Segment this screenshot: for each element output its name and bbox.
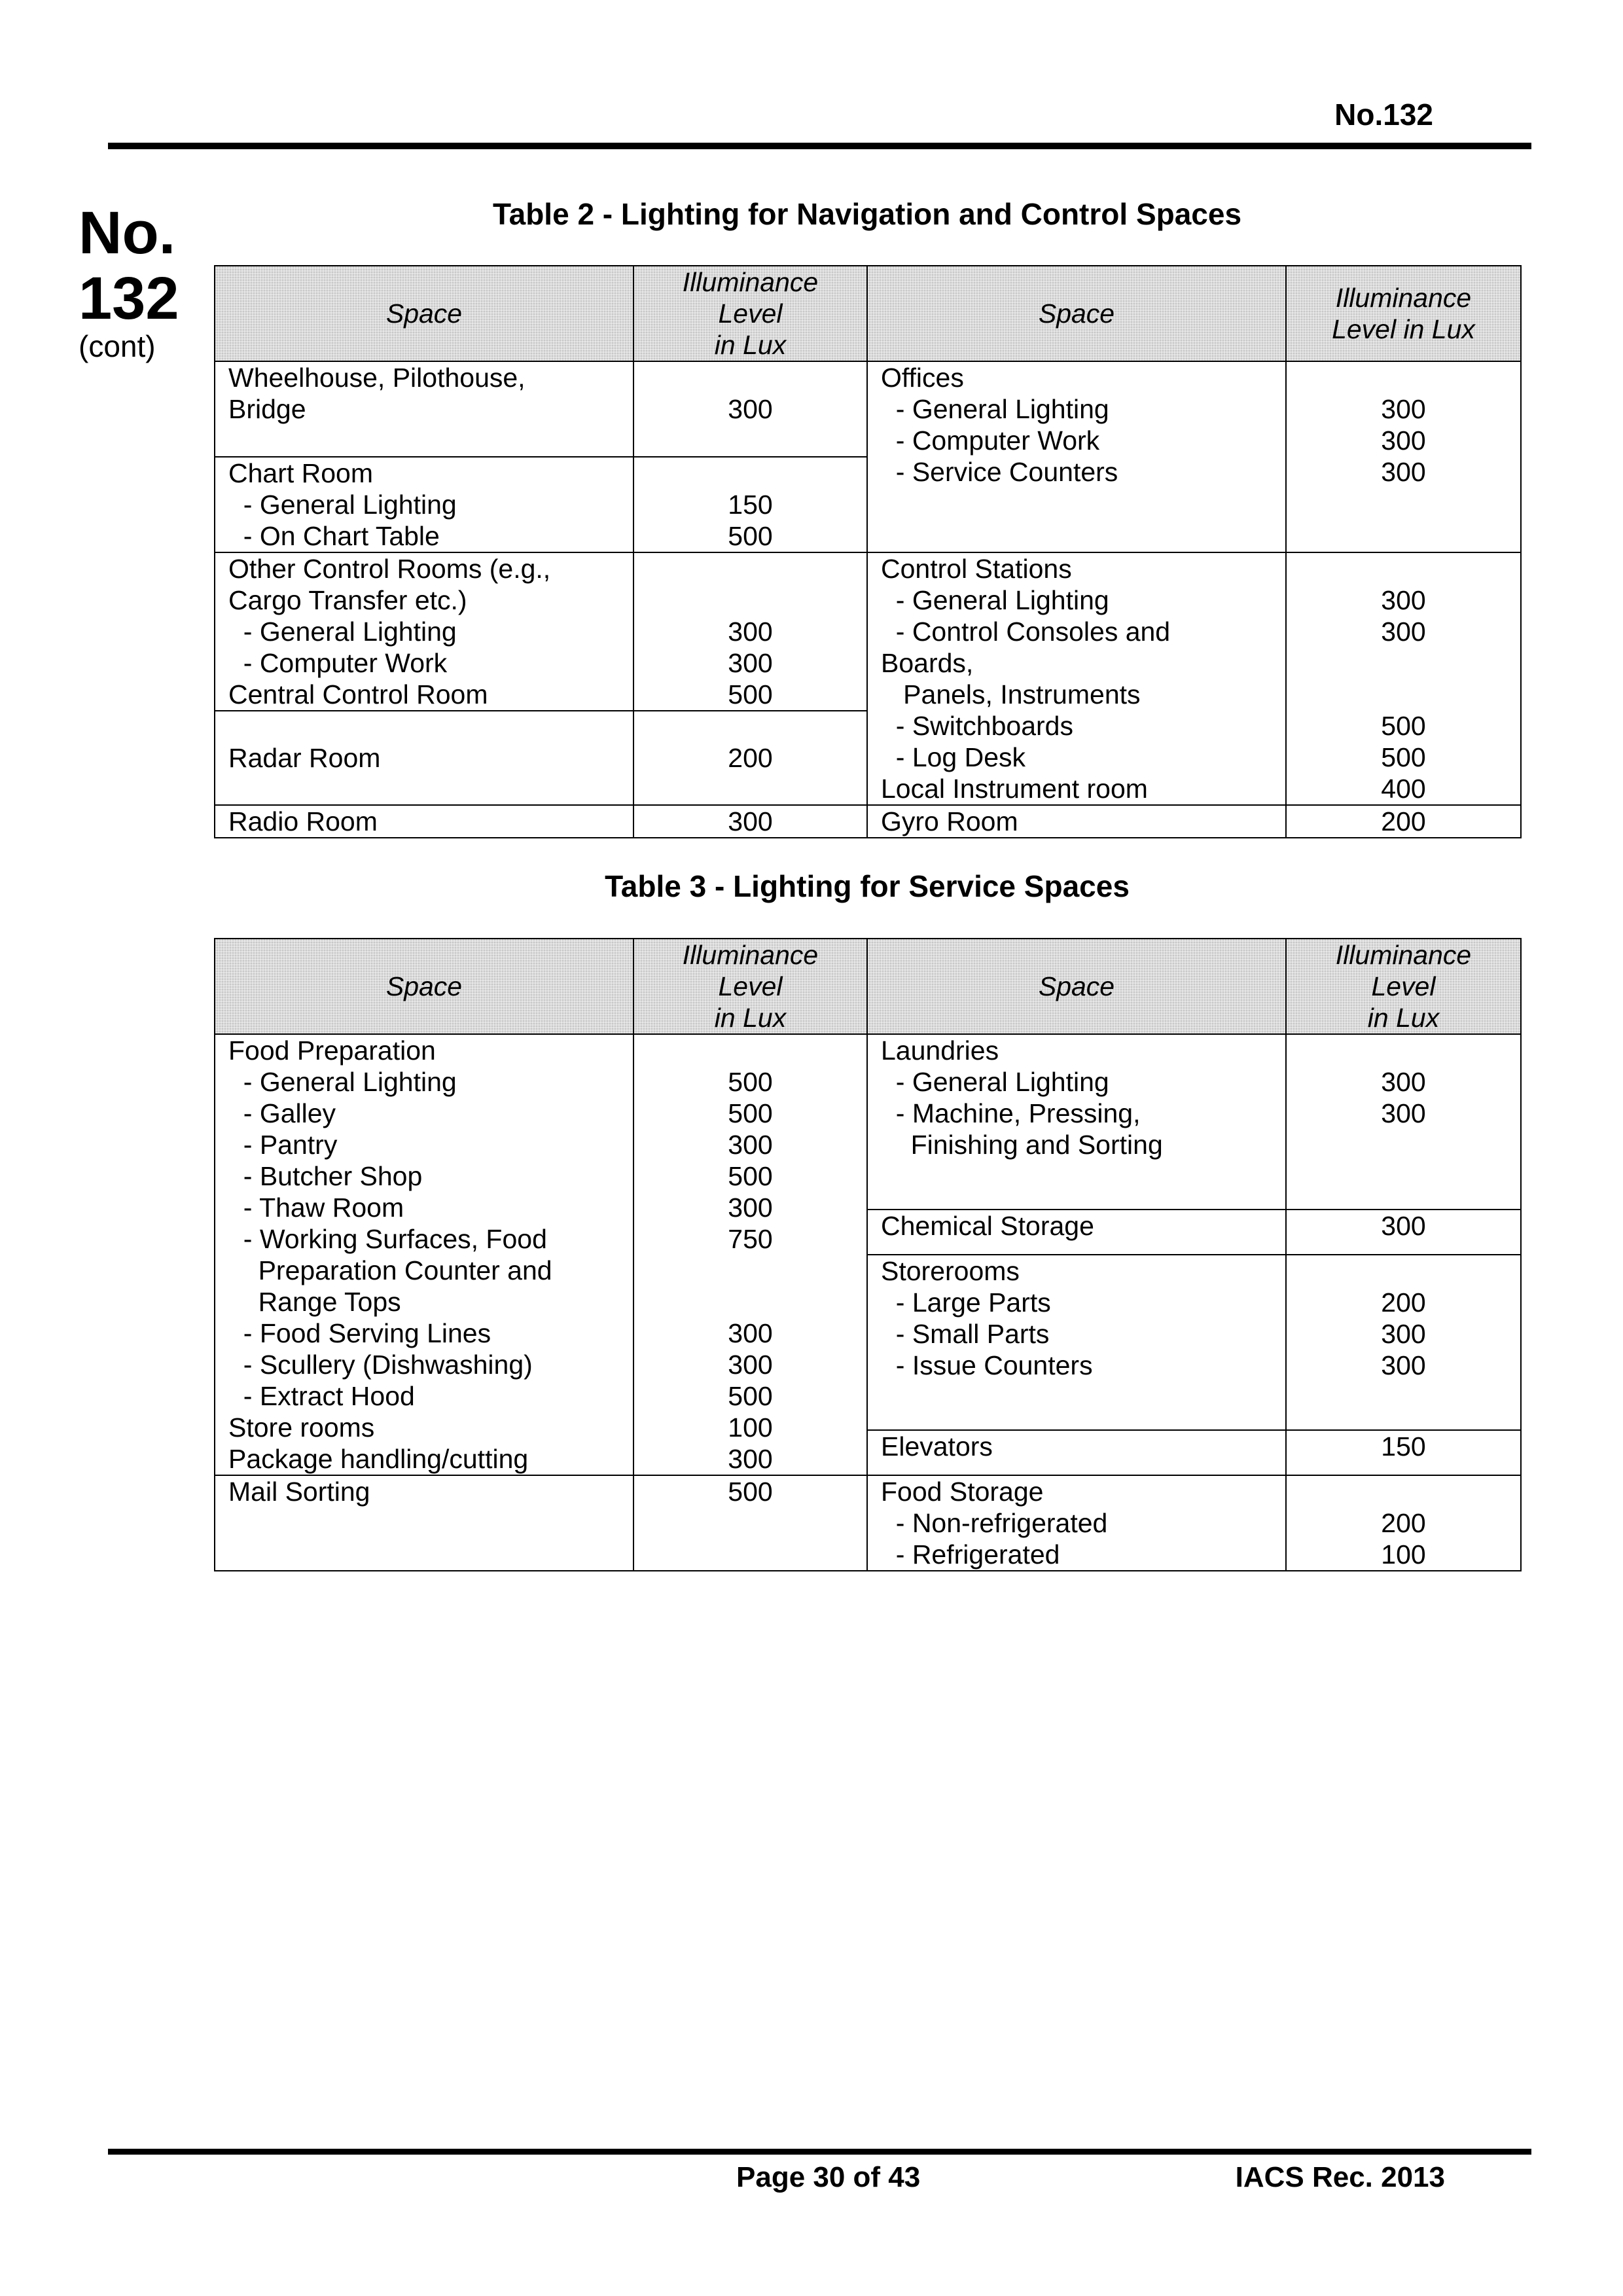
table2-header-lux-left: Illuminance Level in Lux xyxy=(633,266,867,361)
table2-header-lux-right: Illuminance Level in Lux xyxy=(1286,266,1521,361)
table3-header-space-left: Space xyxy=(215,939,633,1034)
table-row xyxy=(215,361,1521,457)
table3-right-lux-1: 300 xyxy=(1286,1210,1521,1255)
table2 xyxy=(214,265,1522,838)
side-label-cont: (cont) xyxy=(79,329,156,363)
table2-left-space-2: Other Control Rooms (e.g., Cargo Transfer etc.) - General Lighting - Computer Work Central Control Room xyxy=(215,552,633,711)
table3-caption: Table 3 - Lighting for Service Spaces xyxy=(605,869,1130,903)
table3 xyxy=(214,938,1522,1571)
table3-right-lux-2: 200 300 300 xyxy=(1286,1255,1521,1430)
table3-right-lux-0: 300 300 xyxy=(1286,1034,1521,1210)
table-row xyxy=(215,1475,1521,1571)
table3-left-space-1: Mail Sorting xyxy=(215,1475,633,1571)
table3-left-lux-1: 500 xyxy=(633,1475,867,1571)
side-label-no: No. xyxy=(79,200,176,266)
table3-header-row xyxy=(215,939,1521,1034)
table-row xyxy=(215,552,1521,711)
footer-page-number: Page 30 of 43 xyxy=(736,2161,921,2193)
table2-left-space-3: Radar Room xyxy=(215,711,633,805)
table3-header-lux-left: Illuminance Level in Lux xyxy=(633,939,867,1034)
table3-right-space-0: Laundries - General Lighting - Machine, Pressing, Finishing and Sorting xyxy=(867,1034,1286,1210)
footer-rule xyxy=(108,2149,1531,2155)
table2-left-space-4: Radio Room xyxy=(215,805,633,838)
table3-right-space-2: Storerooms - Large Parts - Small Parts - Issue Counters xyxy=(867,1255,1286,1430)
table2-header-space-right: Space xyxy=(867,266,1286,361)
table2-right-lux-0: 300 300 300 xyxy=(1286,361,1521,552)
side-label-number: 132 xyxy=(79,265,179,332)
table3-right-space-1: Chemical Storage xyxy=(867,1210,1286,1255)
table2-right-space-1: Control Stations - General Lighting - Control Consoles and Boards, Panels, Instruments - Switchboards - Log Desk Local Instrument room xyxy=(867,552,1286,805)
table2-left-lux-4: 300 xyxy=(633,805,867,838)
table3-header-space-right: Space xyxy=(867,939,1286,1034)
table2-right-space-0: Offices - General Lighting - Computer Work - Service Counters xyxy=(867,361,1286,552)
table3-left-lux-0: 500 500 300 500 300 750 300 300 500 100 300 xyxy=(633,1034,867,1475)
footer-rec: IACS Rec. 2013 xyxy=(1235,2161,1445,2193)
table2-right-lux-2: 200 xyxy=(1286,805,1521,838)
header-doc-number: No.132 xyxy=(1334,98,1433,132)
table3-right-lux-3: 150 xyxy=(1286,1430,1521,1475)
table2-left-space-0: Wheelhouse, Pilothouse, Bridge xyxy=(215,361,633,457)
table2-left-lux-3: 200 xyxy=(633,711,867,805)
table2-caption: Table 2 - Lighting for Navigation and Control Spaces xyxy=(492,197,1242,231)
table-row xyxy=(215,1034,1521,1210)
table3-left-space-0: Food Preparation - General Lighting - Galley - Pantry - Butcher Shop - Thaw Room - Working Surfaces, Food Preparation Counter and Range Tops - Food Serving Lines - Scullery (Dishwashing) - Extract Hood Store rooms Package handling/cutting xyxy=(215,1034,633,1475)
table3-right-lux-4: 200 100 xyxy=(1286,1475,1521,1571)
table3-right-space-3: Elevators xyxy=(867,1430,1286,1475)
table2-header-row xyxy=(215,266,1521,361)
side-label xyxy=(79,200,179,363)
table3-header-lux-right: Illuminance Level in Lux xyxy=(1286,939,1521,1034)
table2-left-lux-0: 300 xyxy=(633,361,867,457)
table2-right-space-2: Gyro Room xyxy=(867,805,1286,838)
header-rule xyxy=(108,143,1531,149)
table2-left-space-1: Chart Room - General Lighting - On Chart Table xyxy=(215,457,633,552)
table2-left-lux-2: 300 300 500 xyxy=(633,552,867,711)
table-row xyxy=(215,805,1521,838)
table2-left-lux-1: 150 500 xyxy=(633,457,867,552)
table3-right-space-4: Food Storage - Non-refrigerated - Refrigerated xyxy=(867,1475,1286,1571)
table2-right-lux-1: 300 300 500 500 400 xyxy=(1286,552,1521,805)
table2-header-space-left: Space xyxy=(215,266,633,361)
